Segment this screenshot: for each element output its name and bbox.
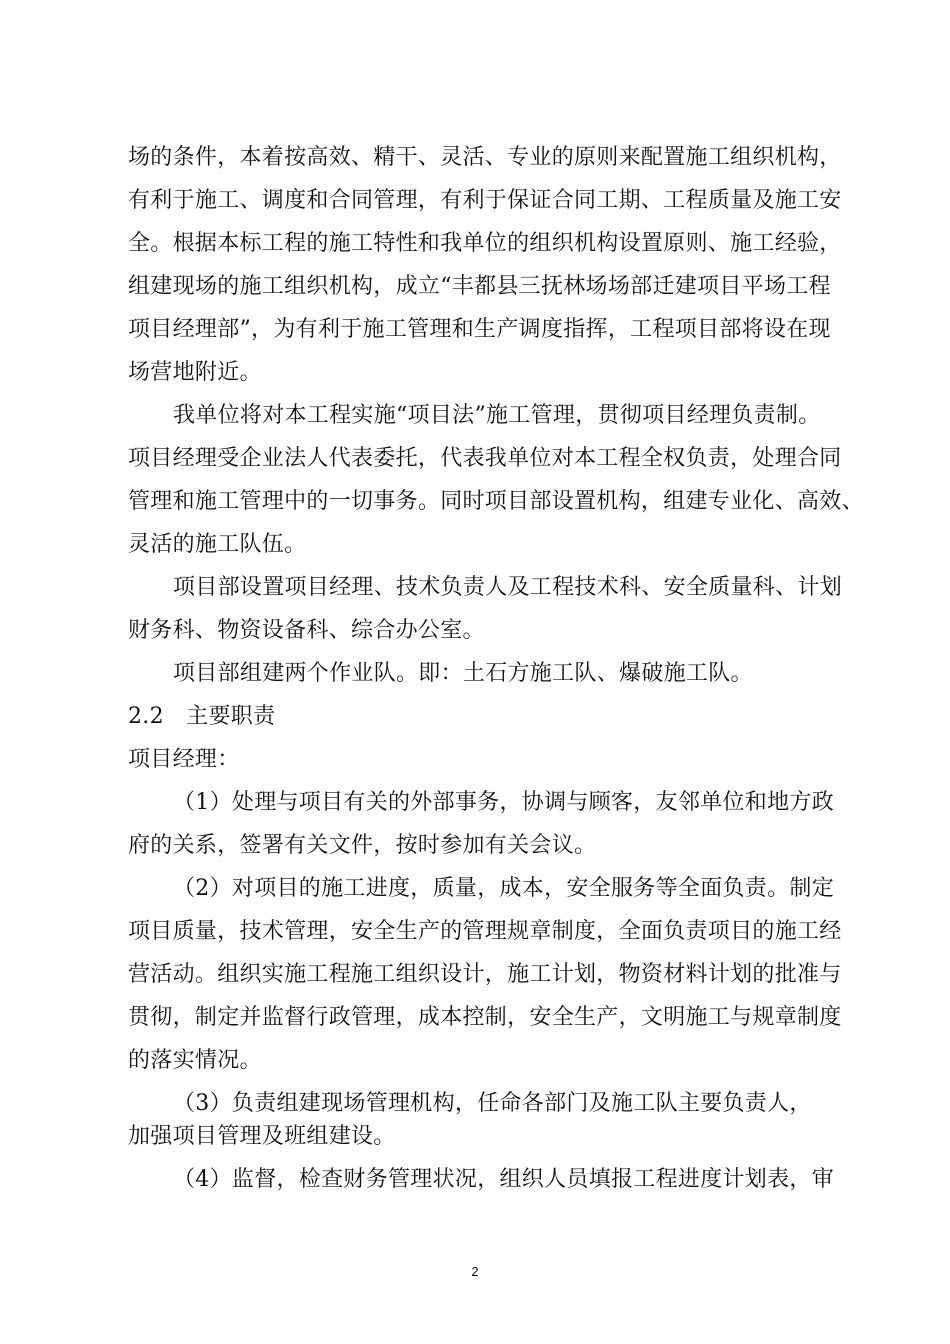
- text-line: 项目部设置项目经理、技术负责人及工程技术科、安全质量科、计划: [173, 575, 843, 600]
- text-line: 加强项目管理及班组建设。: [128, 1124, 396, 1149]
- text-line: 全。根据本标工程的施工特性和我单位的组织机构设置原则、施工经验，: [128, 231, 842, 256]
- text-line: （3）负责组建现场管理机构，任命各部门及施工队主要负责人，: [173, 1091, 812, 1116]
- text-line: 我单位将对本工程实施“项目法”施工管理，贯彻项目经理负责制。: [173, 403, 821, 428]
- text-line: （4）监督，检查财务管理状况，组织人员填报工程进度计划表，审: [173, 1167, 834, 1192]
- text-line: 场营地附近。: [128, 360, 262, 385]
- text-line: 管理和施工管理中的一切事务。同时项目部设置机构，组建专业化、高效、: [128, 489, 864, 514]
- text-line: 贯彻，制定并监督行政管理，成本控制，安全生产，文明施工与规章制度: [128, 1005, 842, 1030]
- subheading: 项目经理：: [128, 747, 240, 772]
- text-line: （2）对项目的施工进度，质量，成本，安全服务等全面负责。制定: [173, 876, 834, 901]
- page-number: 2: [471, 1264, 479, 1279]
- text-line: 项目质量，技术管理，安全生产的管理规章制度，全面负责项目的施工经: [128, 919, 842, 944]
- text-line: 灵活的施工队伍。: [128, 532, 307, 557]
- text-line: 项目部组建两个作业队。即：土石方施工队、爆破施工队。: [173, 661, 753, 686]
- text-line: 的落实情况。: [128, 1048, 262, 1073]
- text-line: 项目经理受企业法人代表委托，代表我单位对本工程全权负责，处理合同: [128, 446, 842, 471]
- text-line: 财务科、物资设备科、综合办公室。: [128, 618, 485, 643]
- text-line: 场的条件，本着按高效、精干、灵活、专业的原则来配置施工组织机构，: [128, 145, 842, 170]
- text-line: （1）处理与项目有关的外部事务，协调与顾客，友邻单位和地方政: [173, 790, 834, 815]
- section-heading: 2.2 主要职责: [128, 704, 276, 729]
- text-line: 项目经理部”，为有利于施工管理和生产调度指挥，工程项目部将设在现: [128, 317, 831, 342]
- text-line: 营活动。组织实施工程施工组织设计，施工计划，物资材料计划的批准与: [128, 962, 842, 987]
- text-line: 有利于施工、调度和合同管理，有利于保证合同工期、工程质量及施工安: [128, 188, 842, 213]
- text-line: 组建现场的施工组织机构，成立“丰都县三抚林场场部迁建项目平场工程: [128, 274, 831, 299]
- text-line: 府的关系，签署有关文件，按时参加有关会议。: [128, 833, 597, 858]
